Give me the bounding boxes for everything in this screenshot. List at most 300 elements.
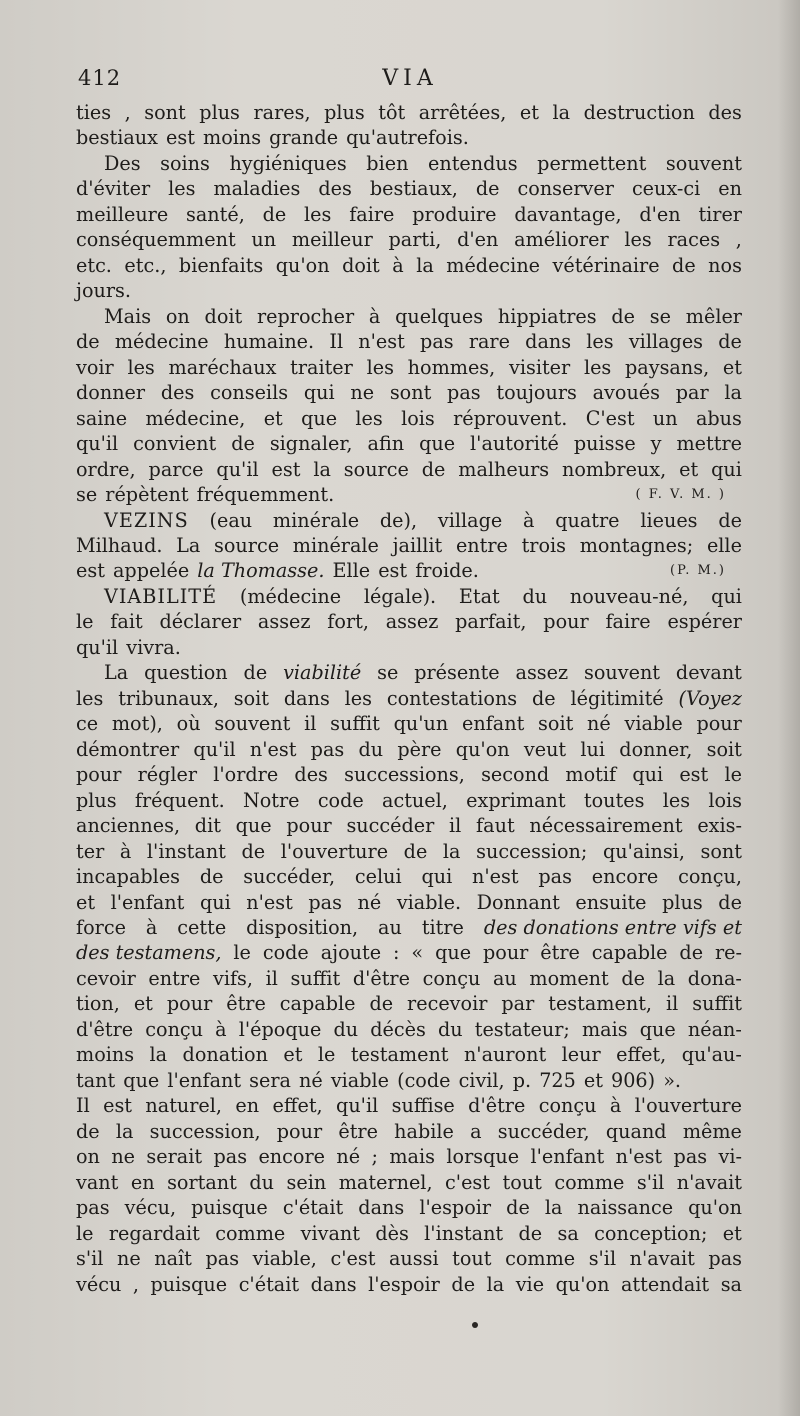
word: souvent xyxy=(584,661,661,685)
word: re- xyxy=(714,941,742,965)
word: il xyxy=(304,712,317,736)
word: qu'il xyxy=(336,1094,379,1118)
word: médecine, xyxy=(145,406,246,430)
word: de xyxy=(475,177,500,201)
word: de xyxy=(672,253,696,277)
word: d'en xyxy=(457,228,499,252)
word: de xyxy=(718,508,742,532)
word: des xyxy=(708,101,742,124)
word: davantage, xyxy=(514,202,622,226)
word: dans xyxy=(358,1196,405,1220)
word: malheurs xyxy=(458,457,550,481)
text-line xyxy=(76,966,742,991)
word: un xyxy=(652,406,678,430)
word: réprouvent. xyxy=(453,406,568,430)
word: civil, xyxy=(458,1068,505,1092)
word: toutes xyxy=(583,788,645,812)
word: lorsque xyxy=(446,1145,520,1169)
word: l'ouverture xyxy=(280,839,389,863)
word: convient xyxy=(133,432,217,456)
word: reprocher xyxy=(256,304,355,328)
word: l'époque xyxy=(238,1017,322,1041)
word: régler xyxy=(137,763,198,787)
word: succéder, xyxy=(243,865,336,889)
word: et xyxy=(722,355,742,379)
word: la xyxy=(724,381,742,405)
word: a xyxy=(470,1119,482,1143)
word: n'est xyxy=(615,1145,663,1169)
word: signaler, xyxy=(269,432,353,456)
word: que xyxy=(419,432,456,456)
word: médecine xyxy=(114,330,209,354)
word: jours. xyxy=(76,279,131,303)
word: conçu xyxy=(422,966,481,990)
word: pas xyxy=(308,890,342,914)
word: tout xyxy=(452,1247,492,1271)
word: c'était xyxy=(282,1196,344,1220)
word: médecine xyxy=(446,253,541,277)
word: disposition, xyxy=(246,916,359,939)
text-line xyxy=(76,125,742,150)
word: il xyxy=(265,966,278,990)
word: quand xyxy=(605,1119,667,1143)
word: quatre xyxy=(555,508,620,532)
word: n'est xyxy=(358,330,405,354)
text-line xyxy=(76,100,742,125)
text-line xyxy=(76,355,742,380)
word: Milhaud. xyxy=(76,533,163,557)
word: moins xyxy=(76,1043,135,1067)
word: testament, xyxy=(548,992,653,1016)
word: capable xyxy=(279,992,356,1016)
word: encore xyxy=(258,1145,325,1169)
word: parfait, xyxy=(455,610,527,634)
word: ties xyxy=(76,101,112,124)
text-line xyxy=(76,660,742,685)
word: qu'autrefois. xyxy=(346,126,469,150)
word: froide. xyxy=(415,559,479,583)
word: la xyxy=(149,1043,168,1067)
text-line xyxy=(76,533,742,558)
word: maternel, xyxy=(338,1170,433,1194)
word: mot), xyxy=(111,712,163,736)
word: et xyxy=(263,406,283,430)
word: ordre, xyxy=(76,457,136,481)
word: plus xyxy=(76,788,117,812)
word: vécu, xyxy=(124,1196,177,1220)
word: succession, xyxy=(149,1119,261,1143)
word: etc., xyxy=(124,253,167,277)
word: viable xyxy=(624,712,683,736)
word: serait xyxy=(146,1145,203,1169)
word: sont xyxy=(389,381,432,405)
word: village xyxy=(437,508,503,532)
word: capable xyxy=(591,941,668,965)
word: de xyxy=(403,839,428,863)
word: Notre xyxy=(242,788,300,812)
word: n'auront xyxy=(463,1043,547,1067)
text-line xyxy=(76,329,742,354)
word: s'il xyxy=(76,1247,104,1271)
word: l'espoir xyxy=(419,1196,492,1220)
word: (médecine xyxy=(239,584,342,608)
word: souvent xyxy=(665,151,742,175)
word: s'il xyxy=(636,1170,665,1194)
word: soins xyxy=(160,151,210,175)
word: moins xyxy=(203,126,262,150)
word: donner, xyxy=(619,737,693,761)
word: de xyxy=(518,1221,543,1245)
word: des xyxy=(294,763,328,787)
word: ne xyxy=(350,381,375,405)
word: à xyxy=(145,916,158,939)
word: des xyxy=(160,381,195,405)
word: les xyxy=(662,788,691,812)
word: jaillit xyxy=(392,533,443,557)
word: les xyxy=(366,355,394,379)
word: en xyxy=(235,1094,260,1118)
word: pour xyxy=(286,814,332,838)
word: que xyxy=(301,406,338,430)
text-line xyxy=(76,1221,742,1246)
word: cette xyxy=(177,916,227,939)
word: donner xyxy=(76,381,146,405)
word: dans xyxy=(283,686,330,710)
word: devant xyxy=(675,661,742,685)
word: entre xyxy=(455,533,508,557)
word: lui xyxy=(580,737,606,761)
word: pas xyxy=(538,865,572,889)
text-line xyxy=(76,1144,742,1169)
word: d'éviter xyxy=(76,177,151,201)
word: tôt xyxy=(378,101,406,124)
word: bestiaux, xyxy=(369,177,458,201)
text-line xyxy=(76,1093,742,1118)
word: sont xyxy=(700,839,742,863)
word: l'ordre xyxy=(213,763,279,787)
word: succéder xyxy=(346,814,435,838)
word: qu'un xyxy=(393,712,449,736)
word: par xyxy=(675,381,709,405)
word: rares, xyxy=(253,101,311,124)
word: suffit xyxy=(290,966,341,990)
word: du xyxy=(333,1017,359,1041)
word: vi- xyxy=(718,1145,742,1169)
word: à xyxy=(215,1017,227,1041)
word: de xyxy=(718,890,742,914)
word: pas xyxy=(420,330,454,354)
word: sortant xyxy=(167,1170,237,1194)
word: naissance xyxy=(577,1196,674,1220)
word: grande xyxy=(269,126,339,150)
word: qu'il xyxy=(216,457,259,481)
word: qu'on xyxy=(455,737,510,761)
word: source xyxy=(343,457,409,481)
text-line xyxy=(76,991,742,1016)
word: au xyxy=(492,966,517,990)
word: pour xyxy=(276,1119,323,1143)
word: dona- xyxy=(687,966,742,990)
word: permettent xyxy=(537,151,647,175)
word: soit xyxy=(233,686,270,710)
word: les xyxy=(583,355,612,379)
word: pas xyxy=(76,1196,110,1220)
word: les xyxy=(168,177,196,201)
text-line xyxy=(76,737,742,762)
word: que xyxy=(123,1068,160,1092)
text-line xyxy=(76,406,742,431)
word: s'il xyxy=(588,1247,617,1271)
word: (Voyez xyxy=(678,686,742,710)
word: arrêtées, xyxy=(418,101,507,124)
word: tribunaux, xyxy=(118,686,219,710)
word: meilleure xyxy=(76,202,169,226)
word: titre xyxy=(421,916,464,939)
text-line xyxy=(76,431,742,456)
word: avoués xyxy=(592,381,660,405)
word: les xyxy=(355,406,383,430)
word: lois xyxy=(401,406,435,430)
word: successions, xyxy=(344,763,465,787)
word: présente xyxy=(414,661,500,685)
word: quelques xyxy=(395,304,484,328)
word: motif xyxy=(565,763,617,787)
word: vant xyxy=(76,1170,119,1194)
word: la xyxy=(313,457,331,481)
word: Elle xyxy=(332,559,371,583)
word: que xyxy=(435,941,472,965)
word: Il xyxy=(329,330,344,354)
word: produire xyxy=(412,202,497,226)
word: est xyxy=(166,126,195,150)
word: Il xyxy=(76,1094,90,1118)
word: pas xyxy=(310,737,345,761)
word: n'est xyxy=(249,737,297,761)
word: doit xyxy=(342,253,380,277)
word: pour xyxy=(166,992,213,1016)
word: se xyxy=(649,304,671,328)
word: pas xyxy=(673,1145,708,1169)
word: effet, xyxy=(272,1094,323,1118)
body-text xyxy=(76,100,742,1297)
word: attendait xyxy=(620,1272,710,1296)
word: n'avait xyxy=(629,1247,695,1271)
word: être xyxy=(540,941,580,965)
word: second xyxy=(481,763,550,787)
word: qui xyxy=(632,763,664,787)
word: ». xyxy=(663,1068,682,1092)
word: incapables xyxy=(76,865,181,889)
word: tant xyxy=(76,1068,116,1092)
word: etc. xyxy=(76,253,112,277)
word: de xyxy=(679,941,704,965)
word: au xyxy=(378,916,402,939)
word: d'être xyxy=(76,1017,134,1041)
word: pour xyxy=(696,712,742,736)
word: qu'ainsi, xyxy=(602,839,685,863)
word: de xyxy=(76,330,100,354)
word: conserver xyxy=(517,177,614,201)
word: et xyxy=(722,1221,742,1245)
word: ensuite xyxy=(575,890,647,914)
word: d'être xyxy=(468,1094,526,1118)
word: entre xyxy=(148,966,201,990)
page-header xyxy=(78,66,742,96)
text-line xyxy=(76,176,742,201)
word: faire xyxy=(349,202,395,226)
word: hygiéniques xyxy=(229,151,347,175)
word: est xyxy=(378,559,408,583)
text-line xyxy=(76,1272,742,1297)
word: de xyxy=(199,865,224,889)
text-line xyxy=(76,1068,742,1093)
word: pas xyxy=(205,1247,240,1271)
word: suffit xyxy=(330,712,380,736)
word: que xyxy=(235,814,272,838)
word: aussi xyxy=(388,1247,439,1271)
text-line xyxy=(76,609,742,634)
word: dans xyxy=(310,1272,357,1296)
word: Donnant xyxy=(476,890,560,914)
word: la xyxy=(115,1119,134,1143)
word: , xyxy=(124,101,131,124)
page-ornament-dot xyxy=(472,1322,478,1328)
word: force xyxy=(76,916,126,939)
word: (eau xyxy=(209,508,253,532)
word: sont xyxy=(144,101,186,124)
word: qui xyxy=(711,457,742,481)
word: « xyxy=(411,941,424,965)
word: vivra. xyxy=(126,635,181,659)
word: exprimant xyxy=(466,788,566,812)
word: d'être xyxy=(352,966,410,990)
word: qui xyxy=(711,584,742,608)
word: c'est xyxy=(330,1247,376,1271)
word: qui xyxy=(199,890,231,914)
word: est xyxy=(679,763,709,787)
word: habile xyxy=(394,1119,454,1143)
word: conçu, xyxy=(678,865,742,889)
word: mêler xyxy=(685,304,742,328)
word: fort, xyxy=(327,610,369,634)
word: comme xyxy=(505,1247,576,1271)
word: est xyxy=(76,559,105,583)
word: saine xyxy=(76,406,128,430)
word: comme xyxy=(554,1170,625,1194)
word: à xyxy=(392,253,404,277)
text-line xyxy=(76,584,742,609)
word: l'ouverture xyxy=(634,1094,742,1118)
word: VEZINS xyxy=(104,508,189,532)
text-line xyxy=(76,762,742,787)
word: la Thomasse. xyxy=(197,559,325,583)
text-line xyxy=(76,202,742,227)
word: dès xyxy=(375,1221,409,1245)
word: et xyxy=(519,101,539,124)
word: à xyxy=(119,839,132,863)
page-gutter-shadow xyxy=(778,0,800,1416)
word: nos xyxy=(708,253,742,277)
word: sa xyxy=(720,1272,742,1296)
word: les xyxy=(624,228,652,252)
word: succéder, xyxy=(497,1119,590,1143)
word: on xyxy=(165,304,190,328)
word: succession; xyxy=(476,839,588,863)
word: cevoir xyxy=(76,966,136,990)
word: père xyxy=(397,737,442,761)
text-line xyxy=(76,151,742,176)
word: à xyxy=(609,1094,622,1118)
word: : xyxy=(393,941,400,965)
word: toujours xyxy=(496,381,577,405)
word: plus xyxy=(324,101,365,124)
word: tirer xyxy=(698,202,742,226)
word: naturel, xyxy=(145,1094,223,1118)
word: santé, xyxy=(186,202,245,226)
word: de xyxy=(506,1196,530,1220)
word: pas xyxy=(213,1145,248,1169)
word: 725 xyxy=(539,1068,576,1092)
word: tout xyxy=(502,1170,542,1194)
word: entendus xyxy=(427,151,518,175)
word: viable xyxy=(330,1068,390,1092)
word: de xyxy=(532,686,556,710)
text-line xyxy=(76,890,742,915)
word: mais xyxy=(581,1017,628,1041)
word: code xyxy=(317,788,364,812)
word: puisse xyxy=(573,432,636,456)
word: testateur; xyxy=(474,1017,570,1041)
word: assez xyxy=(515,661,569,685)
text-line xyxy=(76,1017,742,1042)
word: nombreux, xyxy=(562,457,667,481)
word: être xyxy=(338,1119,378,1143)
word: du xyxy=(437,1017,463,1041)
word: pas xyxy=(708,1247,742,1271)
text-line xyxy=(76,864,742,889)
word: faut xyxy=(476,814,515,838)
word: la xyxy=(657,966,676,990)
word: leur xyxy=(561,1043,601,1067)
word: ne xyxy=(111,1145,136,1169)
word: mais xyxy=(389,1145,435,1169)
word: fait xyxy=(110,610,143,634)
word: montagnes; xyxy=(579,533,694,557)
word: et xyxy=(283,1043,303,1067)
word: et xyxy=(583,1068,603,1092)
word: le xyxy=(76,610,94,634)
word: de xyxy=(262,202,287,226)
word: enfant xyxy=(461,712,525,736)
word: les xyxy=(344,686,372,710)
word: n'est xyxy=(472,865,519,889)
word: anciennes, xyxy=(76,814,181,838)
word: qui xyxy=(303,381,335,405)
word: C'est xyxy=(585,406,635,430)
word: de), xyxy=(379,508,418,532)
text-line xyxy=(76,1119,742,1144)
word: la xyxy=(416,253,434,277)
word: souvent xyxy=(214,712,291,736)
word: d'en xyxy=(639,202,681,226)
word: le xyxy=(724,763,742,787)
word: bienfaits xyxy=(178,253,264,277)
word: vétérinaire xyxy=(552,253,660,277)
word: né xyxy=(299,1068,323,1092)
word: encore xyxy=(591,865,659,889)
word: le xyxy=(317,1043,336,1067)
word: améliorer xyxy=(514,228,609,252)
